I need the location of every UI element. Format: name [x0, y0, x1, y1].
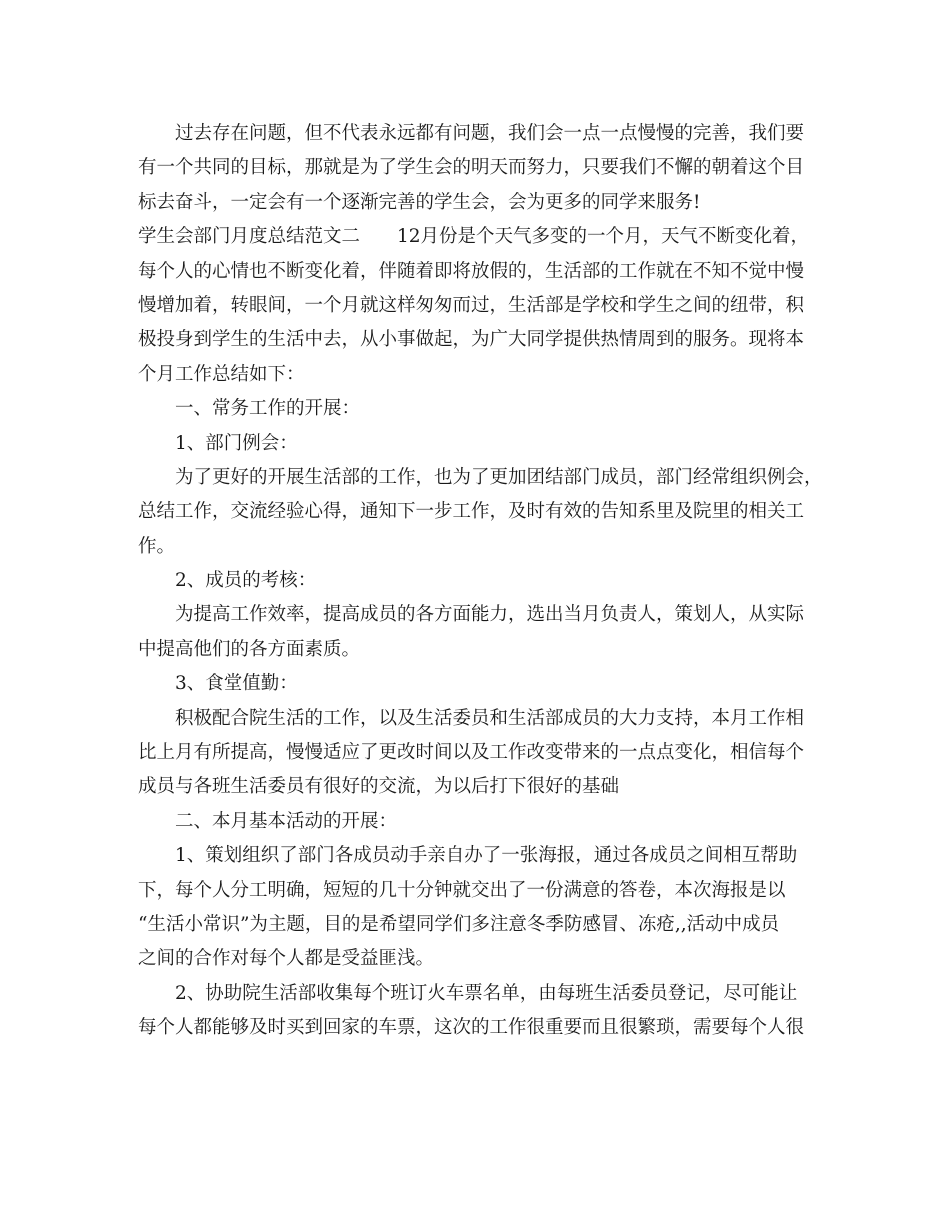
text-line: 有一个共同的目标，那就是为了学生会的明天而努力，只要我们不懈的朝着这个目 — [138, 157, 805, 179]
section-title-line: 学生会部门月度总结范文二 12月份是个天气多变的一个月，天气不断变化着， — [138, 226, 810, 248]
text-line: 为提高工作效率，提高成员的各方面能力，选出当月负责人，策划人，从实际 — [175, 604, 805, 626]
text-line: 每个人的心情也不断变化着，伴随着即将放假的，生活部的工作就在不知不觉中慢 — [138, 260, 805, 282]
text-line: 之间的合作对每个人都是受益匪浅。 — [138, 948, 435, 970]
text-line: 积极配合院生活的工作，以及生活委员和生活部成员的大力支持，本月工作相 — [175, 707, 805, 729]
heading-line: 一、常务工作的开展： — [175, 398, 361, 420]
text-line: 中提高他们的各方面素质。 — [138, 638, 361, 660]
document-body — [138, 117, 823, 1046]
text-line: 成员与各班生活委员有很好的交流，为以后打下很好的基础 — [138, 776, 620, 798]
text-line: 个月工作总结如下： — [138, 363, 305, 385]
subheading-line: 2、成员的考核： — [175, 570, 317, 592]
subheading-line: 1、部门例会： — [175, 432, 298, 454]
text-line: 比上月有所提高，慢慢适应了更改时间以及工作改变带来的一点点变化，相信每个 — [138, 742, 805, 764]
text-line: 总结工作，交流经验心得，通知下一步工作，及时有效的告知系里及院里的相关工 — [138, 501, 805, 523]
text-line: 为了更好的开展生活部的工作，也为了更加团结部门成员，部门经常组织例会， — [175, 466, 823, 488]
text-line: 1、策划组织了部门各成员动手亲自办了一张海报，通过各成员之间相互帮助 — [175, 845, 798, 867]
text-line: 慢增加着，转眼间，一个月就这样匆匆而过，生活部是学校和学生之间的纽带，积 — [138, 294, 805, 316]
text-line: 过去存在问题，但不代表永远都有问题，我们会一点一点慢慢的完善，我们要 — [175, 123, 805, 144]
text-line: 作。 — [138, 535, 176, 557]
text-line: 2、协助院生活部收集每个班订火车票名单，由每班生活委员登记，尽可能让 — [175, 982, 798, 1004]
text-line: 下，每个人分工明确，短短的几十分钟就交出了一份满意的答卷，本次海报是以 — [138, 879, 786, 901]
text-line: 每个人都能够及时买到回家的车票，这次的工作很重要而且很繁琐，需要每个人很 — [138, 1017, 805, 1039]
heading-line: 二、本月基本活动的开展： — [175, 810, 398, 832]
subheading-line: 3、食堂值勤： — [175, 673, 298, 695]
text-line: 标去奋斗，一定会有一个逐渐完善的学生会，会为更多的同学来服务! — [138, 191, 701, 213]
text-line: 极投身到学生的生活中去，从小事做起，为广大同学提供热情周到的服务。现将本 — [138, 329, 805, 351]
text-line: “生活小常识”为主题，目的是希望同学们多注意冬季防感冒、冻疮,,活动中成员 — [138, 913, 780, 935]
